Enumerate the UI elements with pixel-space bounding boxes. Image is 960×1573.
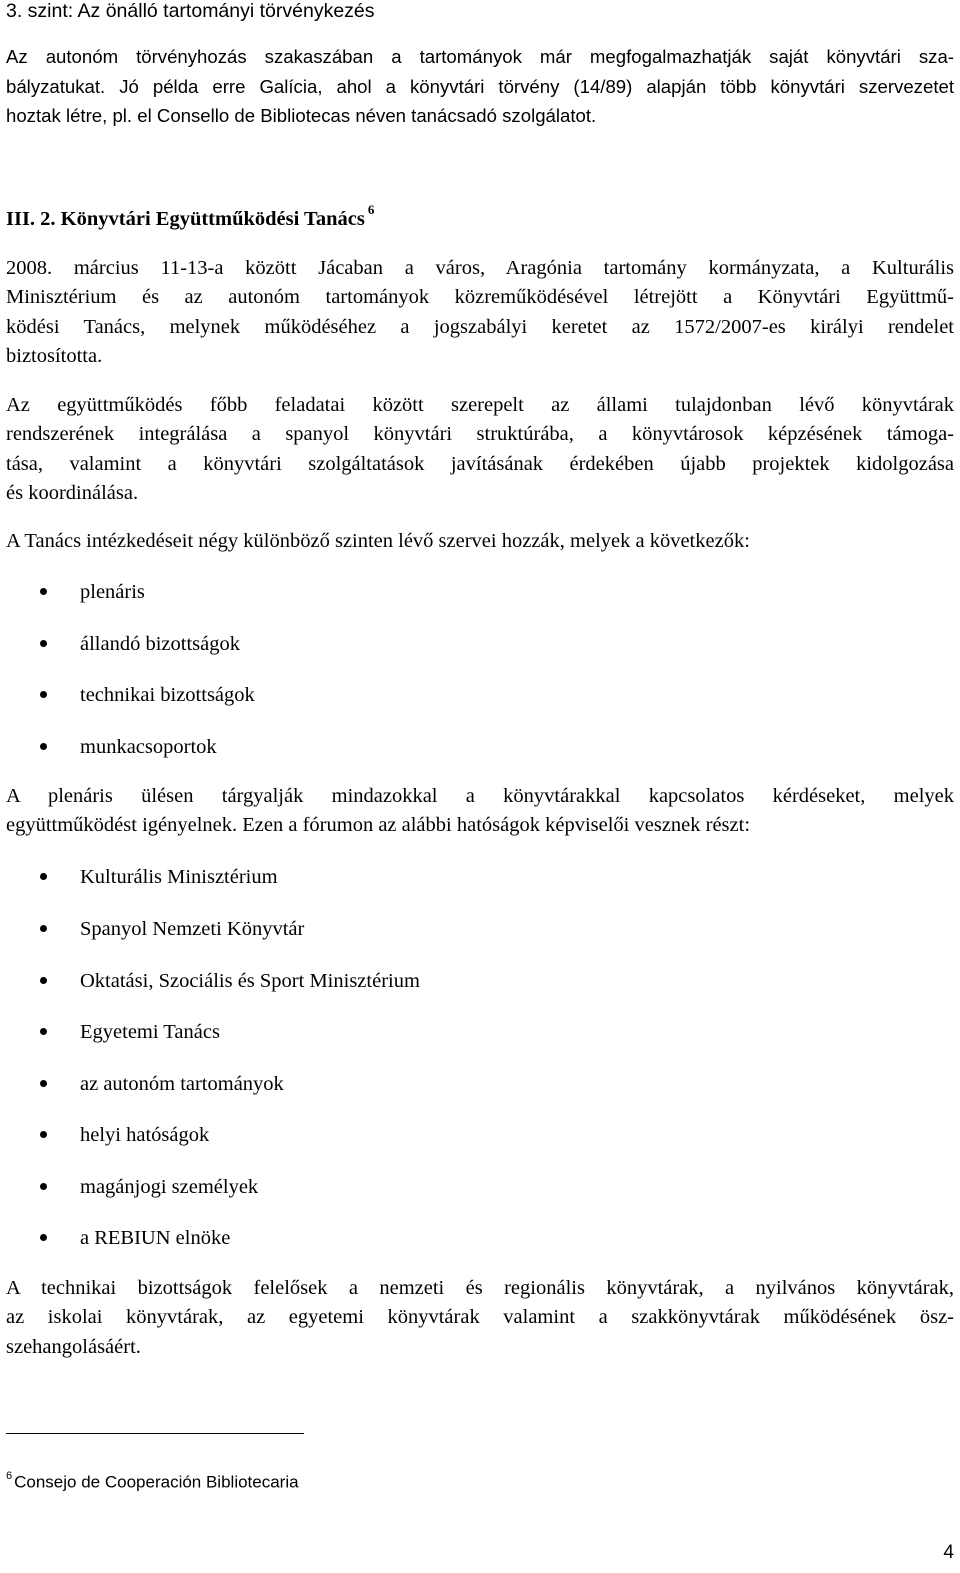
paragraph-line: A technikai bizottságok felelősek a nemzeti és regionális könyvtárak, a nyilvános könyvtárak, (6, 1277, 954, 1299)
footnote-separator (6, 1433, 304, 1434)
bullet-icon (40, 588, 47, 595)
bullet-icon (40, 640, 47, 647)
list-item-text: a REBIUN elnöke (80, 1227, 231, 1249)
paragraph-line: A plenáris ülésen tárgyalják mindazokkal a könyvtárakkal kapcsolatos kérdéseket, melyek (6, 785, 954, 807)
bullet-icon (40, 1131, 47, 1138)
paragraph-line: és koordinálása. (6, 481, 139, 504)
list-item-text: technikai bizottságok (80, 684, 255, 706)
paragraph-line: Minisztérium és az autonóm tartományok közreműködésével létrejött a Könyvtári Együttmű- (6, 286, 954, 309)
footnote-reference: 6 (367, 202, 375, 217)
list-item (0, 577, 600, 607)
bullet-icon (40, 691, 47, 698)
list-item (0, 862, 600, 892)
list-item (0, 1120, 600, 1150)
chapter-heading (6, 198, 374, 234)
list-item-text: az autonóm tartományok (80, 1073, 284, 1095)
paragraph-line: bályzatukat. Jó példa erre Galícia, ahol a könyvtári törvény (14/89) alapján több könyvtári szervezetet (6, 75, 954, 97)
paragraph-line: együttműködést igényelnek. Ezen a fórumon az alábbi hatóságok képviselői vesznek részt: (6, 814, 751, 837)
list-item (0, 629, 600, 659)
list-item-text: Oktatási, Szociális és Sport Minisztérium (80, 970, 420, 992)
bullet-icon (40, 925, 47, 932)
paragraph-line: Az autonóm törvényhozás szakaszában a tartományok már megfogalmazhatják saját könyvtári sza- (6, 46, 954, 67)
list-item (0, 680, 600, 710)
paragraph-line: szehangolásáért. (6, 1335, 141, 1358)
paragraph-line: tása, valamint a könyvtári szolgáltatások javításának érdekében újabb projektek kidolgozása (6, 452, 954, 475)
footnote-text: Consejo de Cooperación Bibliotecaria (14, 1472, 299, 1492)
bullet-icon (40, 1183, 47, 1190)
list-item-text: Kulturális Minisztérium (80, 866, 278, 888)
list-item (0, 732, 600, 762)
paragraph-line: 2008. március 11-13-a között Jácaban a város, Aragónia tartomány kormányzata, a Kulturális (6, 257, 954, 279)
footnote-number: 6 (6, 1470, 13, 1482)
paragraph-2008 (6, 254, 954, 371)
paragraph-plenaris (6, 782, 954, 841)
list-item-text: helyi hatóságok (80, 1124, 210, 1146)
list-item-text: Spanyol Nemzeti Könyvtár (80, 918, 305, 940)
list-item (0, 966, 600, 996)
list-item-text: Egyetemi Tanács (80, 1021, 220, 1043)
paragraph-line: rendszerének integrálása a spanyol könyvtári struktúrába, a könyvtárosok képzésének támoga- (6, 423, 954, 446)
list-item (0, 1223, 600, 1253)
page-number: 4 (943, 1542, 954, 1563)
list-item (0, 1172, 600, 1202)
list-item (0, 1069, 600, 1099)
paragraph-line: biztosította. (6, 344, 103, 367)
bullet-icon (40, 873, 47, 880)
bullet-icon (40, 1080, 47, 1087)
paragraph-szervei: A Tanács intézkedéseit négy különböző szinten lévő szervei hozzák, melyek a következők: (6, 530, 750, 552)
list-item-text: plenáris (80, 581, 145, 603)
bullet-icon (40, 743, 47, 750)
list-item-text: munkacsoportok (80, 736, 217, 758)
section-heading: 3. szint: Az önálló tartományi törvénykezés (6, 0, 375, 22)
paragraph-feladatai (6, 391, 954, 508)
bullet-icon (40, 1234, 47, 1241)
footnote (6, 1466, 299, 1495)
bullet-icon (40, 1028, 47, 1035)
list-item (0, 914, 600, 944)
paragraph-technikai (6, 1274, 954, 1362)
list-item (0, 1017, 600, 1047)
paragraph-line: hoztak létre, pl. el Consello de Bibliotecas néven tanácsadó szolgálatot. (6, 105, 597, 126)
paragraph-line: Az együttműködés főbb feladatai között szerepelt az állami tulajdonban lévő könyvtárak (6, 394, 954, 416)
paragraph-line: az iskolai könyvtárak, az egyetemi könyvtárak valamint a szakkönyvtárak működésének ösz- (6, 1306, 954, 1329)
list-item-text: állandó bizottságok (80, 633, 240, 655)
chapter-heading-text: III. 2. Könyvtári Együttműködési Tanács (6, 207, 365, 230)
paragraph-line: ködési Tanács, melynek működéséhez a jogszabályi keretet az 1572/2007-es királyi rendelet (6, 315, 954, 338)
paragraph-galicia (6, 42, 954, 131)
list-item-text: magánjogi személyek (80, 1176, 259, 1198)
bullet-icon (40, 977, 47, 984)
